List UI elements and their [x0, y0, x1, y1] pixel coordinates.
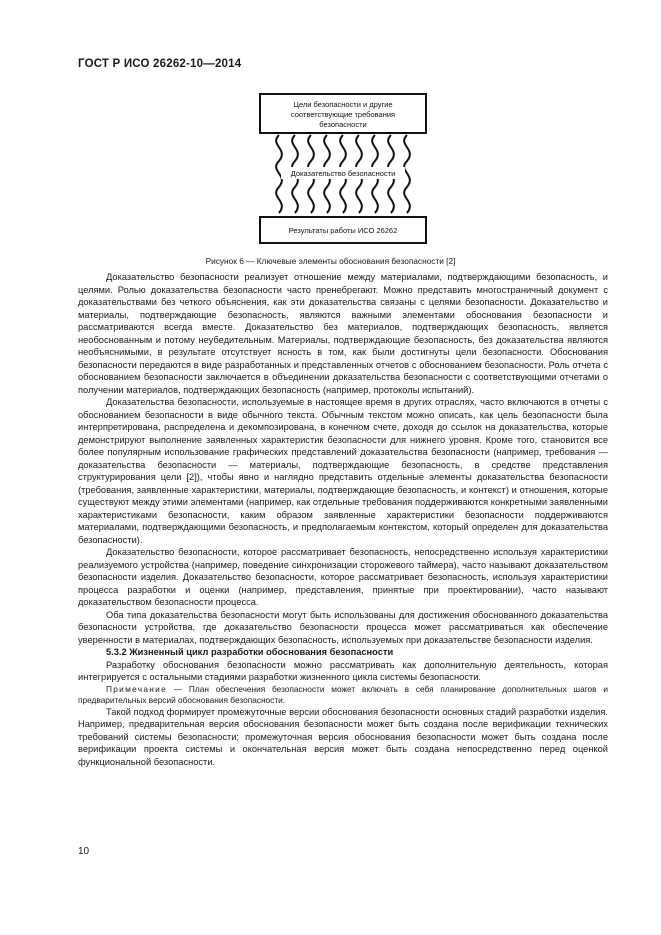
safety-goals-line-3: безопасности [319, 120, 367, 129]
note-label: Примечание [106, 683, 168, 694]
figure-caption: Рисунок 6 — Ключевые элементы обоснования безопасности [2] [205, 256, 456, 266]
safety-case-figure [259, 93, 429, 253]
document-header: ГОСТ Р ИСО 26262-10—2014 [78, 58, 242, 70]
paragraph: Доказательства безопасности, используемые в настоящее время в других отраслях, часто включаются в отчеты с обоснованием безопасности в виде обычного текста. Обычным текстом можно описать, как цель безопасности была интерпретирована, распределена и декомпозирована, в конечном счете, доходя до ссылок на доказательства, которые демонстрируют выполнение заявленных характеристик безопасности для нижнего уровня. Кроме того, становится все более популярным использование графических представлений доказательства безопасности (например, требования — доказательства безопасности — материалы, подтверждающие безопасность, в средстве представления структурирования цели [2]), чтобы явно и наглядно представить отдельные элементы доказательства безопасности (требования, заявленные характеристики, материалы, подтверждающие безопасность, и контекст) и отношения, которые существуют между этими элементами (например, как отдельные требования поддерживаются конкретными заявленными характеристиками безопасности, каким образом заявленные характеристики безопасности поддерживаются материалами, подтверждающими безопасность, и предполагаемым контекстом, который определен для доказательства безопасности). [78, 397, 608, 545]
note-text: — План обеспечения безопасности может включать в себя планирование дополнительных шагов и предварительных версий обоснования безопасности. [78, 683, 608, 705]
paragraph: Оба типа доказательства безопасности могут быть использованы для достижения обоснованного доказательства безопасности устройства, где доказательство безопасности процесса может рассматриваться как обеспечение уверенности в материалах, подтверждающих безопасность, используемых при доказательстве безопасности изделия. [78, 609, 608, 645]
safety-argument-label: Доказательство безопасности [290, 169, 396, 178]
note [78, 684, 608, 706]
iso-results-label: Результаты работы ИСО 26262 [288, 226, 398, 235]
safety-goals-line-2: соответствующие требования [290, 110, 396, 119]
paragraph: Такой подход формирует промежуточные версии обоснования безопасности основных стадий разработки изделия. Например, предварительная версия обоснования безопасности может быть создана после верификации технических требований системы безопасности; промежуточная версия обоснования безопасности может быть создана после верификации проекта системы и окончательная версия может быть создана непосредственно перед оценкой функциональной безопасности. [78, 706, 608, 767]
body-text [78, 271, 608, 768]
page-number: 10 [78, 846, 90, 857]
safety-goals-line-1: Цели безопасности и другие [293, 100, 393, 109]
paragraph: Доказательство безопасности реализует отношение между материалами, подтверждающими безопасность, и целями. Ролью доказательства безопасности часто пренебрегают. Можно представить многостраничный документ с доказательствами без четкого объяснения, как эти доказательства связаны с целями безопасности. Доказательство и материалы, подтверждающие безопасность, являются важными элементами обоснования безопасности и рассматриваются всегда вместе. Доказательство без материалов, подтверждающих безопасность, является необоснованным и потому неубедительным. Материалы, подтверждающие безопасность, без доказательства являются необъяснимыми, в результате отсутствует ясность в том, как были достигнуты цели безопасности. Обоснования безопасности передаются в виде разработанных и представленных отчетов с обоснованием безопасности. Роль отчета с обоснованием безопасности заключается в объединении доказательства безопасности с соответствующими отчетами о получении материалов, подтверждающих безопасность (например, протоколы испытаний). [78, 272, 608, 395]
paragraph: Доказательство безопасности, которое рассматривает безопасность, непосредственно используя характеристики реализуемого устройства (например, поведение синхронизации сторожевого таймера), часто называют доказательством безопасности изделия. Доказательство безопасности, которое рассматривает безопасность, используя характеристики процесса разработки и оценки (например, представления, принятые при проектировании), часто называют доказательством безопасности процесса. [78, 547, 608, 607]
section-heading: 5.3.2 Жизненный цикл разработки обоснования безопасности [106, 647, 394, 657]
paragraph: Разработку обоснования безопасности можно рассматривать как дополнительную деятельность, которая интегрируется с остальными стадиями разработки жизненного цикла системы безопасности. [78, 659, 608, 682]
